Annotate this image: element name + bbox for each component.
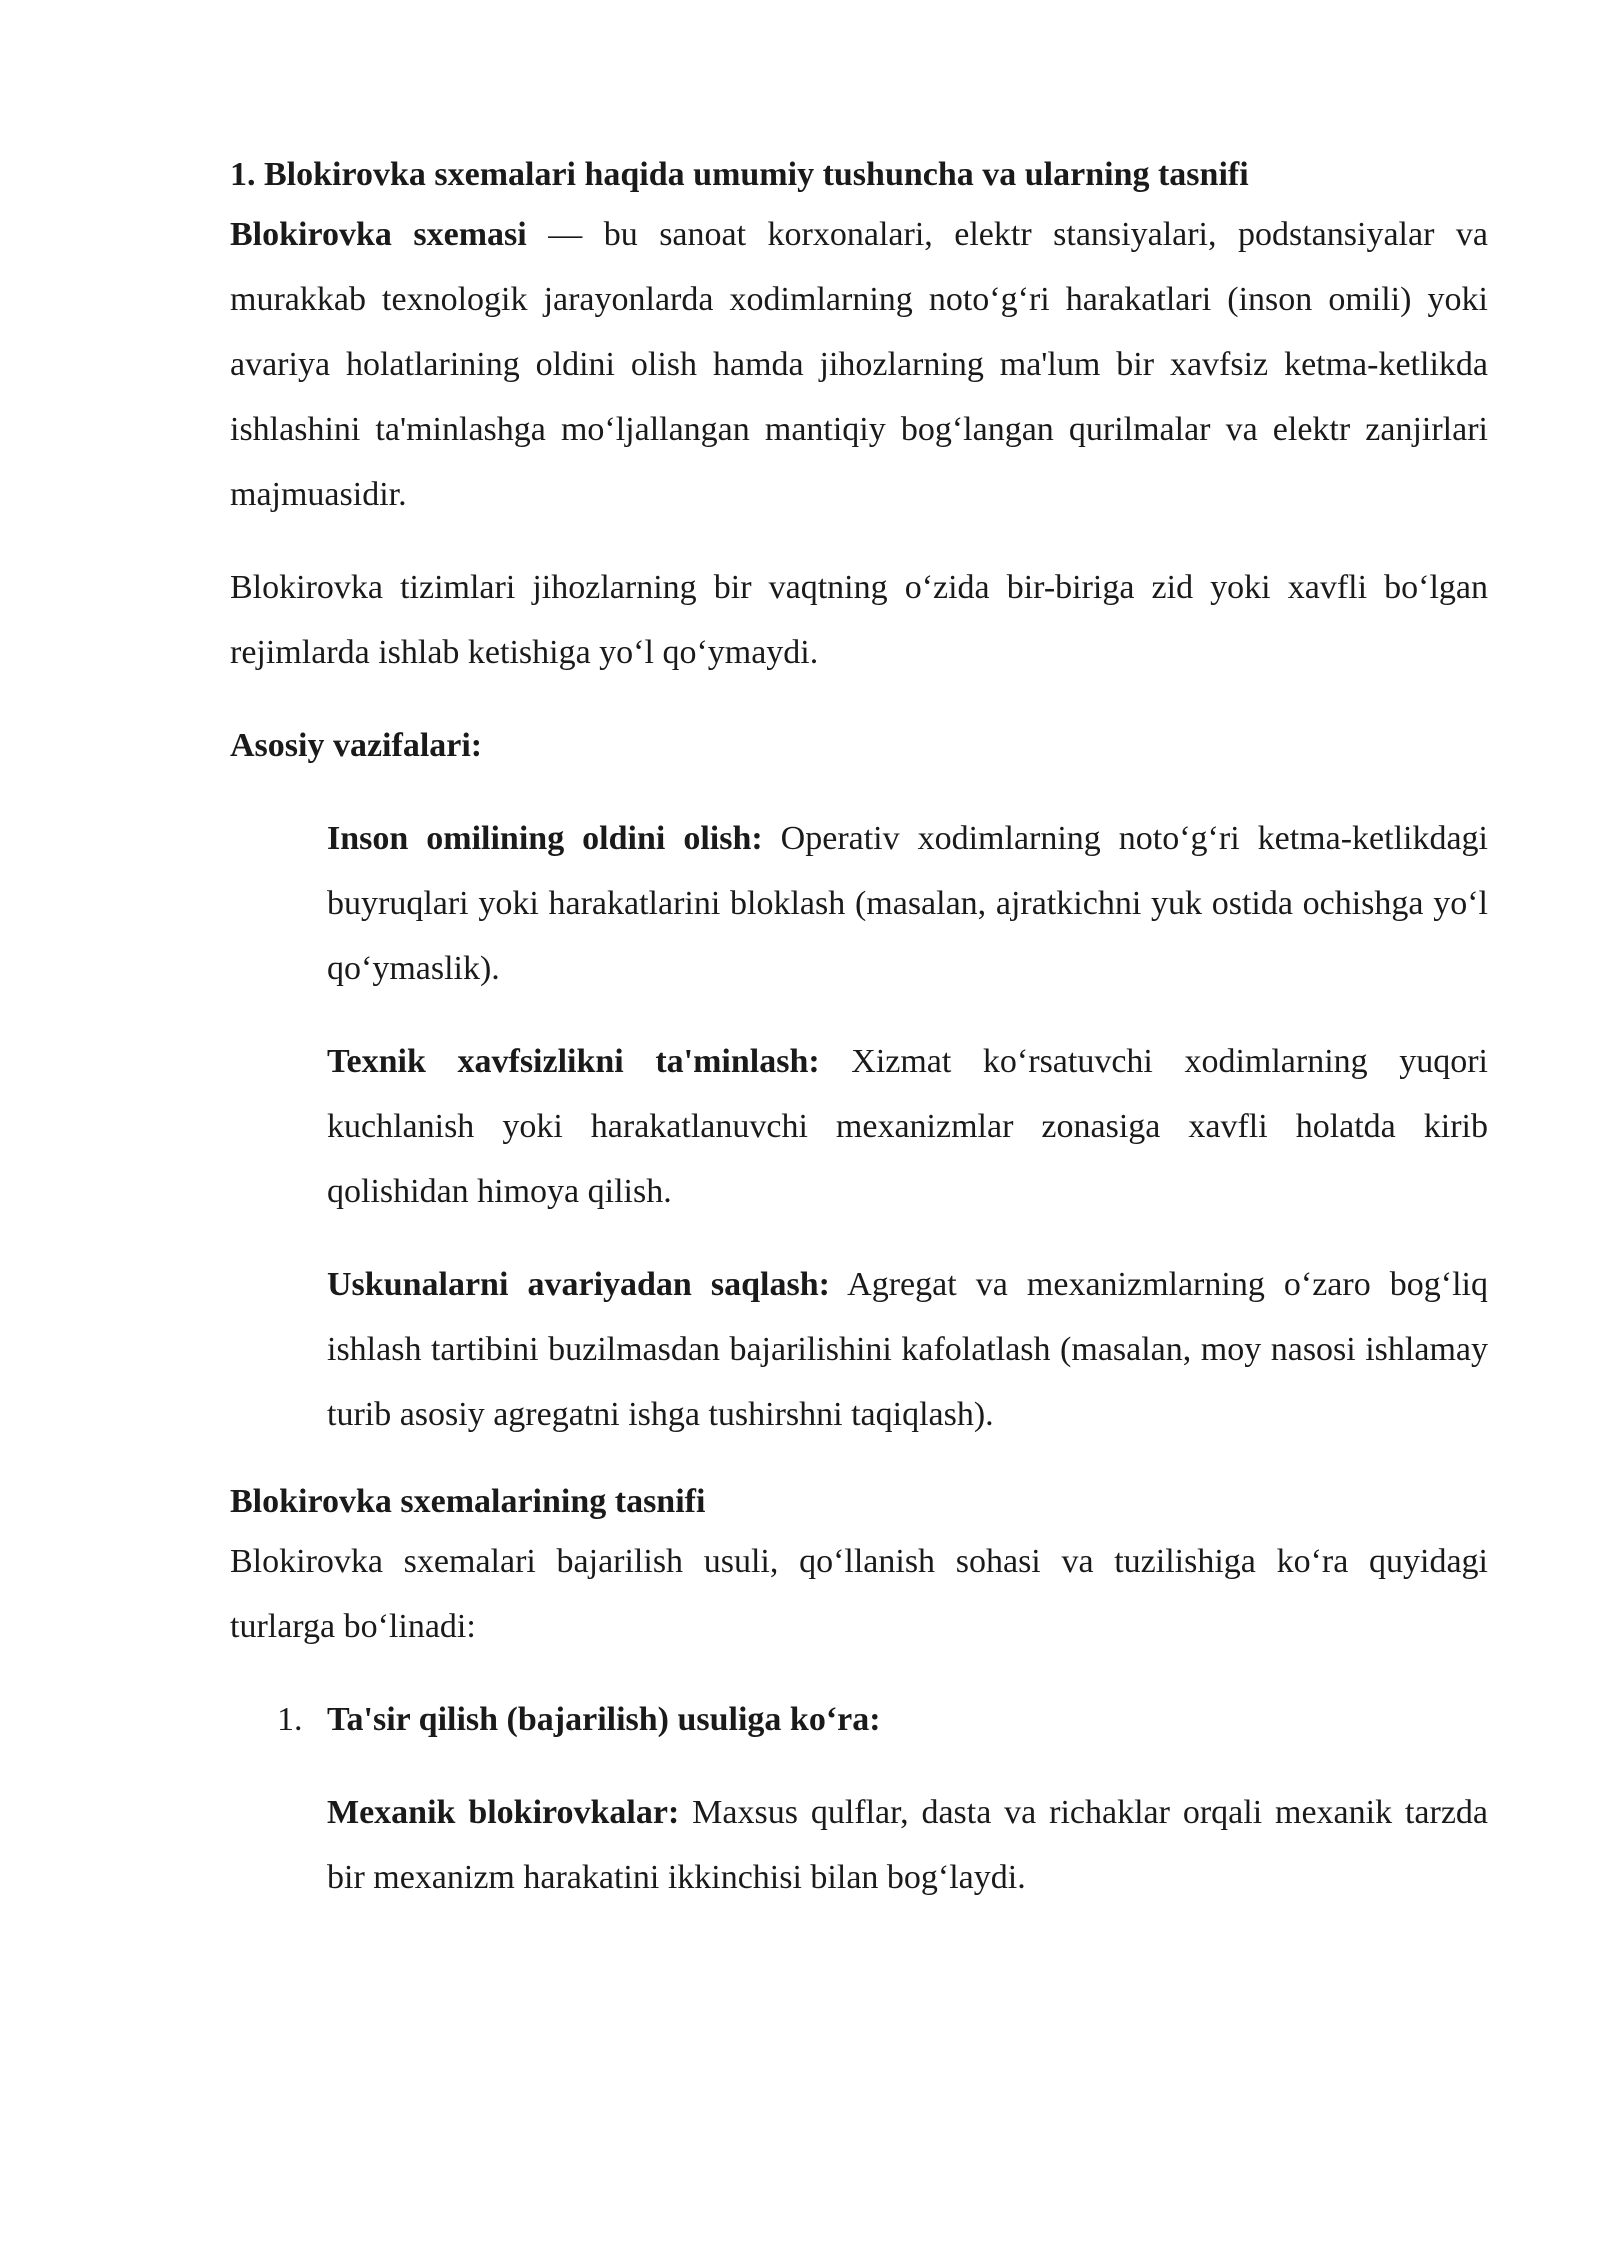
tasks-heading: Asosiy vazifalari:: [230, 727, 483, 764]
task-item: [327, 1252, 1488, 1447]
definition-paragraph: [230, 202, 1488, 527]
task-text: Operativ xodimlarning noto‘g‘ri ketma-ketlikdagi buyruqlari yoki harakatlarini bloklash (masalan, ajratkichni yuk ostida ochishga yo‘l qo‘ymaslik).: [327, 820, 1488, 987]
task-label: Texnik xavfsizlikni ta'minlash:: [327, 1043, 820, 1080]
task-text: Agregat va mexanizmlarning o‘zaro bog‘liq ishlash tartibini buzilmasdan bajarilishini kafolatlash (masalan, moy nasosi ishlamay turib asosiy agregatni ishga tushirshni taqiqlash).: [327, 1266, 1489, 1433]
mechanical-label: Mexanik blokirovkalar:: [327, 1794, 680, 1831]
classification-intro: Blokirovka sxemalari bajarilish usuli, qo‘llanish sohasi va tuzilishiga ko‘ra quyidagi turlarga bo‘linadi:: [230, 1543, 1488, 1645]
paragraph-2: Blokirovka tizimlari jihozlarning bir vaqtning o‘zida bir-biriga zid yoki xavfli bo‘lgan rejimlarda ishlab ketishiga yo‘l qo‘ymaydi.: [230, 569, 1488, 671]
task-label: Inson omilining oldini olish:: [327, 820, 763, 857]
document-page: [230, 148, 1488, 1910]
mechanical-text: Maxsus qulflar, dasta va richaklar orqali mexanik tarzda bir mexanizm harakatini ikkinchisi bilan bog‘laydi.: [327, 1794, 1488, 1896]
list-number: 1.: [277, 1701, 303, 1738]
numbered-list-item: [277, 1687, 1488, 1752]
list-item-text: Ta'sir qilish (bajarilish) usuliga ko‘ra:: [327, 1701, 881, 1738]
definition-term: Blokirovka sxemasi: [230, 216, 527, 253]
task-text: Xizmat ko‘rsatuvchi xodimlarning yuqori kuchlanish yoki harakatlanuvchi mexanizmlar zonasiga xavfli holatda kirib qolishidan himoya qilish.: [327, 1043, 1489, 1210]
mechanical-paragraph: [327, 1780, 1488, 1910]
task-item: [327, 806, 1488, 1001]
task-label: Uskunalarni avariyadan saqlash:: [327, 1266, 830, 1303]
task-item: [327, 1029, 1488, 1224]
section-title: 1. Blokirovka sxemalari haqida umumiy tushuncha va ularning tasnifi: [230, 156, 1249, 193]
classification-heading: Blokirovka sxemalarining tasnifi: [230, 1483, 706, 1520]
definition-text: — bu sanoat korxonalari, elektr stansiyalari, podstansiyalar va murakkab texnologik jarayonlarda xodimlarning noto‘g‘ri harakatlari (inson omili) yoki avariya holatlarining oldini olish hamda jihozlarning ma'lum bir xavfsiz ketma-ketlikda ishlashini ta'minlashga mo‘ljallangan mantiqiy bog‘langan qurilmalar va elektr zanjirlari majmuasidir.: [230, 216, 1488, 513]
